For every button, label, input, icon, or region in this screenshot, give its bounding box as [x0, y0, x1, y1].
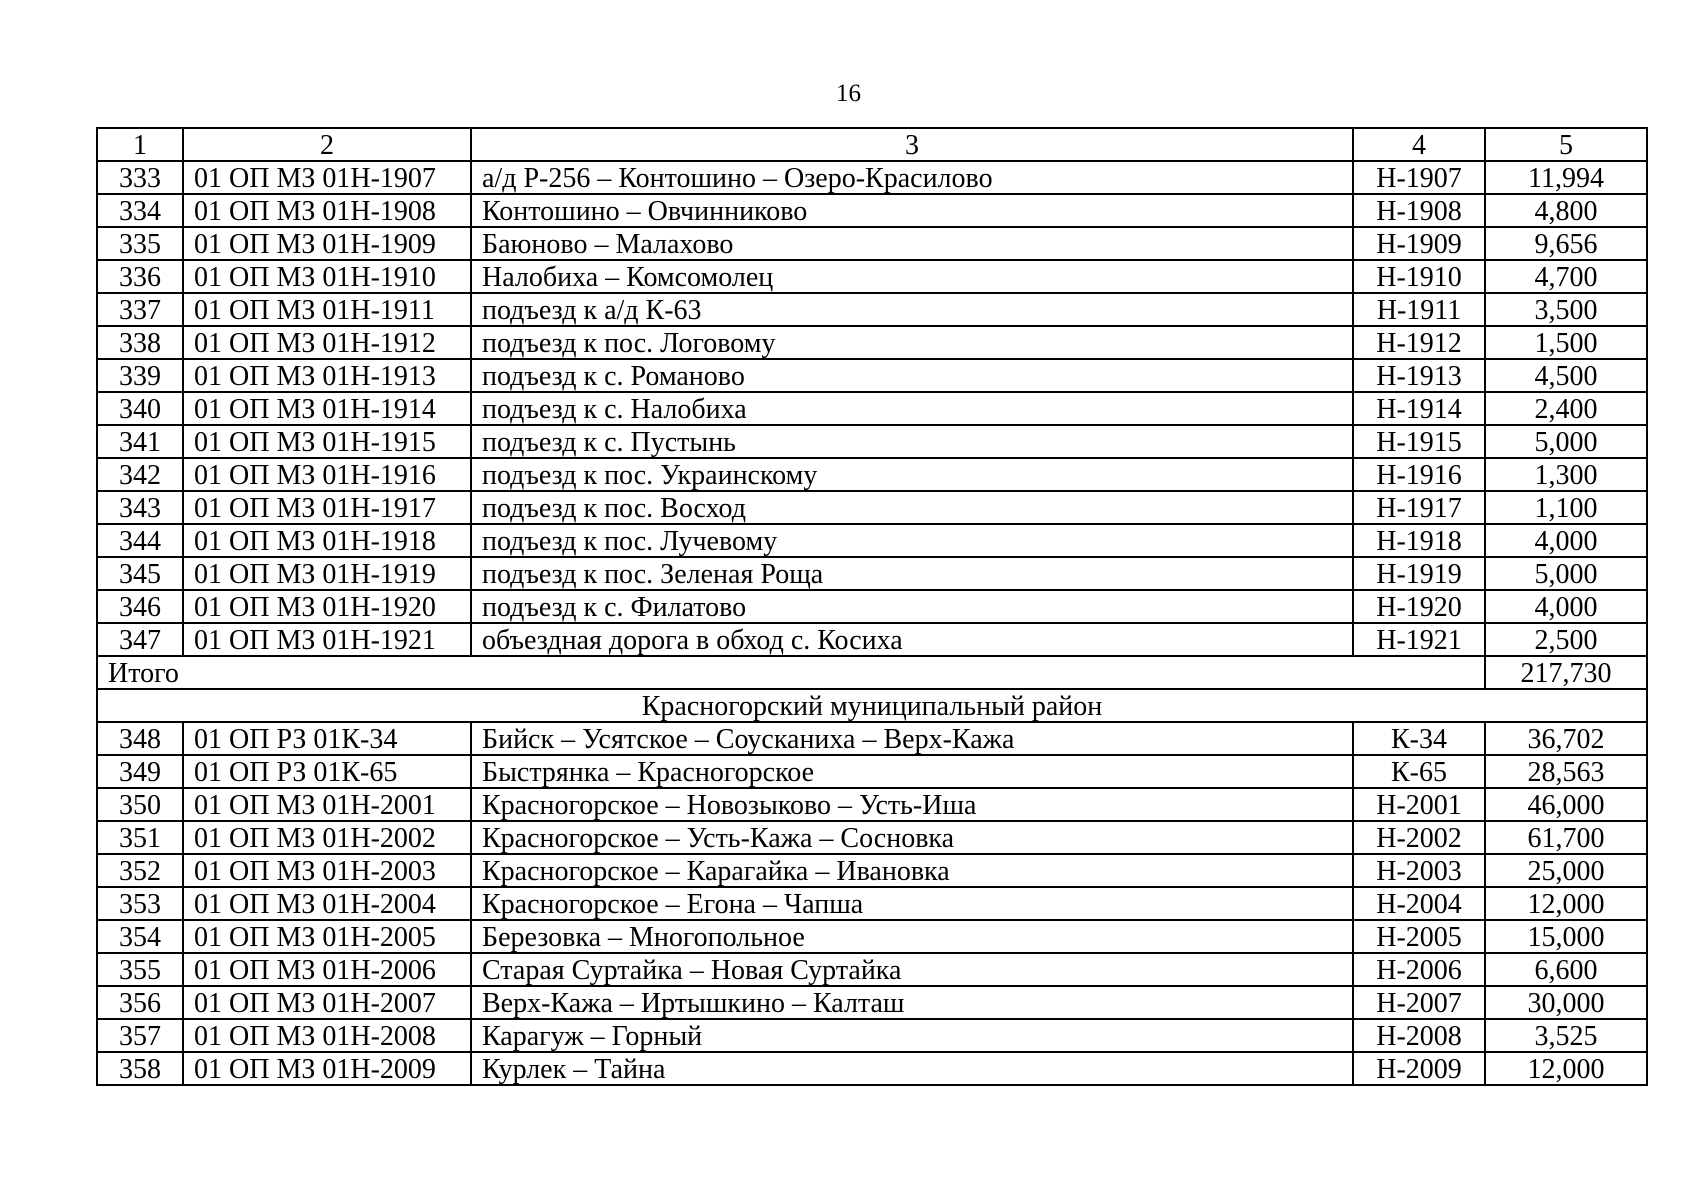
road-id-cell: 01 ОП МЗ 01Н-1912 — [183, 326, 471, 359]
road-length-cell: 3,525 — [1485, 1019, 1647, 1052]
road-code-cell: Н-1911 — [1353, 293, 1485, 326]
road-code-cell: Н-1918 — [1353, 524, 1485, 557]
road-name-cell: Налобиха – Комсомолец — [471, 260, 1353, 293]
table-row — [97, 887, 1647, 920]
row-number-cell: 352 — [97, 854, 183, 887]
table-row — [97, 821, 1647, 854]
road-code-cell: К-34 — [1353, 722, 1485, 755]
total-row — [97, 656, 1647, 689]
table-row — [97, 293, 1647, 326]
road-length-cell: 25,000 — [1485, 854, 1647, 887]
table-header-row — [97, 128, 1647, 161]
total-label: Итого — [97, 656, 1485, 689]
row-number-cell: 358 — [97, 1052, 183, 1085]
road-id-cell: 01 ОП МЗ 01Н-2004 — [183, 887, 471, 920]
road-id-cell: 01 ОП МЗ 01Н-1918 — [183, 524, 471, 557]
road-id-cell: 01 ОП МЗ 01Н-1907 — [183, 161, 471, 194]
road-length-cell: 4,000 — [1485, 590, 1647, 623]
table-row — [97, 788, 1647, 821]
road-id-cell: 01 ОП МЗ 01Н-2006 — [183, 953, 471, 986]
road-name-cell: Контошино – Овчинниково — [471, 194, 1353, 227]
road-name-cell: подъезд к с. Пустынь — [471, 425, 1353, 458]
road-id-cell: 01 ОП МЗ 01Н-1911 — [183, 293, 471, 326]
header-col-1: 1 — [97, 128, 183, 161]
row-number-cell: 334 — [97, 194, 183, 227]
road-code-cell: Н-2002 — [1353, 821, 1485, 854]
road-name-cell: подъезд к пос. Украинскому — [471, 458, 1353, 491]
road-length-cell: 4,500 — [1485, 359, 1647, 392]
road-id-cell: 01 ОП МЗ 01Н-2001 — [183, 788, 471, 821]
road-name-cell: Красногорское – Новозыково – Усть-Иша — [471, 788, 1353, 821]
row-number-cell: 342 — [97, 458, 183, 491]
road-code-cell: Н-1916 — [1353, 458, 1485, 491]
road-length-cell: 61,700 — [1485, 821, 1647, 854]
table-row — [97, 194, 1647, 227]
road-code-cell: Н-2006 — [1353, 953, 1485, 986]
road-length-cell: 4,800 — [1485, 194, 1647, 227]
road-name-cell: Красногорское – Егона – Чапша — [471, 887, 1353, 920]
road-length-cell: 11,994 — [1485, 161, 1647, 194]
road-length-cell: 6,600 — [1485, 953, 1647, 986]
row-number-cell: 345 — [97, 557, 183, 590]
road-name-cell: Красногорское – Усть-Кажа – Сосновка — [471, 821, 1353, 854]
road-name-cell: Карагуж – Горный — [471, 1019, 1353, 1052]
table-row — [97, 359, 1647, 392]
header-col-5: 5 — [1485, 128, 1647, 161]
road-name-cell: подъезд к пос. Логовому — [471, 326, 1353, 359]
header-col-4: 4 — [1353, 128, 1485, 161]
row-number-cell: 346 — [97, 590, 183, 623]
row-number-cell: 347 — [97, 623, 183, 656]
road-length-cell: 46,000 — [1485, 788, 1647, 821]
road-id-cell: 01 ОП МЗ 01Н-2002 — [183, 821, 471, 854]
table-row — [97, 227, 1647, 260]
road-id-cell: 01 ОП МЗ 01Н-1909 — [183, 227, 471, 260]
road-id-cell: 01 ОП МЗ 01Н-1914 — [183, 392, 471, 425]
table-row — [97, 557, 1647, 590]
table-row — [97, 425, 1647, 458]
road-id-cell: 01 ОП МЗ 01Н-1920 — [183, 590, 471, 623]
road-code-cell: Н-1912 — [1353, 326, 1485, 359]
road-length-cell: 9,656 — [1485, 227, 1647, 260]
table-row — [97, 1019, 1647, 1052]
table-row — [97, 722, 1647, 755]
table-row — [97, 1052, 1647, 1085]
road-id-cell: 01 ОП МЗ 01Н-1917 — [183, 491, 471, 524]
road-name-cell: объездная дорога в обход с. Косиха — [471, 623, 1353, 656]
page-number: 16 — [836, 80, 861, 107]
road-name-cell: подъезд к с. Филатово — [471, 590, 1353, 623]
road-name-cell: Быстрянка – Красногорское — [471, 755, 1353, 788]
road-length-cell: 5,000 — [1485, 425, 1647, 458]
row-number-cell: 353 — [97, 887, 183, 920]
row-number-cell: 349 — [97, 755, 183, 788]
road-id-cell: 01 ОП МЗ 01Н-2005 — [183, 920, 471, 953]
row-number-cell: 340 — [97, 392, 183, 425]
road-name-cell: Березовка – Многопольное — [471, 920, 1353, 953]
header-col-3: 3 — [471, 128, 1353, 161]
table-row — [97, 623, 1647, 656]
road-code-cell: Н-2005 — [1353, 920, 1485, 953]
road-code-cell: Н-1909 — [1353, 227, 1485, 260]
road-length-cell: 3,500 — [1485, 293, 1647, 326]
road-length-cell: 12,000 — [1485, 887, 1647, 920]
road-name-cell: подъезд к а/д К-63 — [471, 293, 1353, 326]
road-id-cell: 01 ОП МЗ 01Н-1915 — [183, 425, 471, 458]
row-number-cell: 348 — [97, 722, 183, 755]
road-name-cell: подъезд к с. Налобиха — [471, 392, 1353, 425]
row-number-cell: 344 — [97, 524, 183, 557]
table-row — [97, 458, 1647, 491]
section-row — [97, 689, 1647, 722]
road-id-cell: 01 ОП РЗ 01К-65 — [183, 755, 471, 788]
road-code-cell: Н-1915 — [1353, 425, 1485, 458]
road-code-cell: Н-2001 — [1353, 788, 1485, 821]
road-length-cell: 5,000 — [1485, 557, 1647, 590]
road-name-cell: подъезд к пос. Восход — [471, 491, 1353, 524]
road-id-cell: 01 ОП МЗ 01Н-2003 — [183, 854, 471, 887]
table-row — [97, 755, 1647, 788]
table-row — [97, 920, 1647, 953]
road-code-cell: Н-2004 — [1353, 887, 1485, 920]
road-length-cell: 28,563 — [1485, 755, 1647, 788]
road-length-cell: 36,702 — [1485, 722, 1647, 755]
row-number-cell: 350 — [97, 788, 183, 821]
road-id-cell: 01 ОП МЗ 01Н-1919 — [183, 557, 471, 590]
table-row — [97, 260, 1647, 293]
road-name-cell: а/д Р-256 – Контошино – Озеро-Красилово — [471, 161, 1353, 194]
section-title: Красногорский муниципальный район — [97, 689, 1647, 722]
road-name-cell: Курлек – Тайна — [471, 1052, 1353, 1085]
road-length-cell: 2,400 — [1485, 392, 1647, 425]
road-id-cell: 01 ОП МЗ 01Н-1921 — [183, 623, 471, 656]
road-name-cell: Бийск – Усятское – Соусканиха – Верх-Кажа — [471, 722, 1353, 755]
roads-table — [96, 127, 1648, 1086]
road-name-cell: подъезд к пос. Зеленая Роща — [471, 557, 1353, 590]
row-number-cell: 341 — [97, 425, 183, 458]
road-code-cell: К-65 — [1353, 755, 1485, 788]
row-number-cell: 335 — [97, 227, 183, 260]
table-row — [97, 392, 1647, 425]
road-code-cell: Н-1914 — [1353, 392, 1485, 425]
table-row — [97, 590, 1647, 623]
road-length-cell: 1,100 — [1485, 491, 1647, 524]
road-code-cell: Н-2008 — [1353, 1019, 1485, 1052]
road-code-cell: Н-1919 — [1353, 557, 1485, 590]
row-number-cell: 337 — [97, 293, 183, 326]
row-number-cell: 343 — [97, 491, 183, 524]
row-number-cell: 354 — [97, 920, 183, 953]
header-col-2: 2 — [183, 128, 471, 161]
road-code-cell: Н-1907 — [1353, 161, 1485, 194]
road-name-cell: Старая Суртайка – Новая Суртайка — [471, 953, 1353, 986]
row-number-cell: 355 — [97, 953, 183, 986]
road-length-cell: 4,000 — [1485, 524, 1647, 557]
row-number-cell: 333 — [97, 161, 183, 194]
row-number-cell: 338 — [97, 326, 183, 359]
road-code-cell: Н-2009 — [1353, 1052, 1485, 1085]
road-code-cell: Н-1910 — [1353, 260, 1485, 293]
roads-table-body — [97, 128, 1647, 1085]
road-id-cell: 01 ОП МЗ 01Н-1916 — [183, 458, 471, 491]
table-row — [97, 524, 1647, 557]
road-code-cell: Н-1917 — [1353, 491, 1485, 524]
road-id-cell: 01 ОП РЗ 01К-34 — [183, 722, 471, 755]
table-row — [97, 491, 1647, 524]
table-row — [97, 161, 1647, 194]
road-code-cell: Н-2007 — [1353, 986, 1485, 1019]
road-name-cell: Верх-Кажа – Иртышкино – Калташ — [471, 986, 1353, 1019]
road-length-cell: 30,000 — [1485, 986, 1647, 1019]
row-number-cell: 357 — [97, 1019, 183, 1052]
row-number-cell: 339 — [97, 359, 183, 392]
road-id-cell: 01 ОП МЗ 01Н-2008 — [183, 1019, 471, 1052]
road-id-cell: 01 ОП МЗ 01Н-2007 — [183, 986, 471, 1019]
road-name-cell: Красногорское – Карагайка – Ивановка — [471, 854, 1353, 887]
road-code-cell: Н-1913 — [1353, 359, 1485, 392]
row-number-cell: 351 — [97, 821, 183, 854]
total-value: 217,730 — [1485, 656, 1647, 689]
table-row — [97, 326, 1647, 359]
road-id-cell: 01 ОП МЗ 01Н-1913 — [183, 359, 471, 392]
row-number-cell: 336 — [97, 260, 183, 293]
road-code-cell: Н-1920 — [1353, 590, 1485, 623]
road-length-cell: 12,000 — [1485, 1052, 1647, 1085]
road-code-cell: Н-1908 — [1353, 194, 1485, 227]
road-code-cell: Н-1921 — [1353, 623, 1485, 656]
table-row — [97, 953, 1647, 986]
table-row — [97, 854, 1647, 887]
road-name-cell: Баюново – Малахово — [471, 227, 1353, 260]
road-length-cell: 1,300 — [1485, 458, 1647, 491]
road-code-cell: Н-2003 — [1353, 854, 1485, 887]
road-length-cell: 2,500 — [1485, 623, 1647, 656]
road-id-cell: 01 ОП МЗ 01Н-1910 — [183, 260, 471, 293]
road-length-cell: 1,500 — [1485, 326, 1647, 359]
table-row — [97, 986, 1647, 1019]
road-name-cell: подъезд к с. Романово — [471, 359, 1353, 392]
road-length-cell: 4,700 — [1485, 260, 1647, 293]
row-number-cell: 356 — [97, 986, 183, 1019]
road-name-cell: подъезд к пос. Лучевому — [471, 524, 1353, 557]
road-id-cell: 01 ОП МЗ 01Н-1908 — [183, 194, 471, 227]
road-length-cell: 15,000 — [1485, 920, 1647, 953]
road-id-cell: 01 ОП МЗ 01Н-2009 — [183, 1052, 471, 1085]
